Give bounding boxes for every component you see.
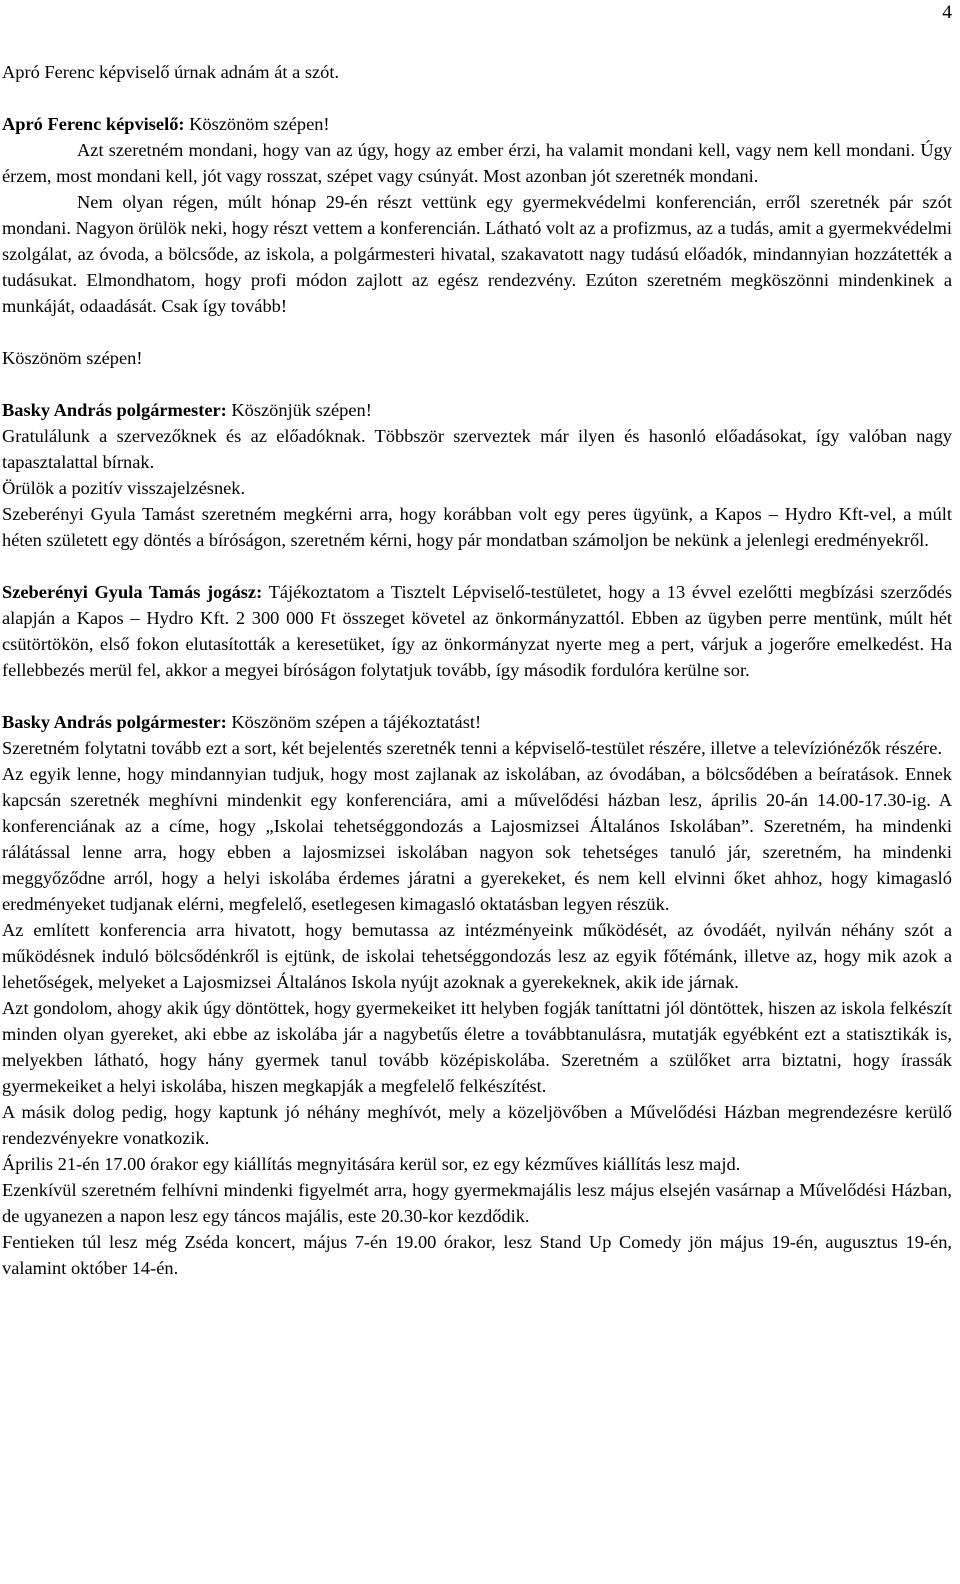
paragraph	[2, 59, 952, 85]
paragraph-text: Fentieken túl lesz még Zséda koncert, május 7-én 19.00 órakor, lesz Stand Up Comedy jön május 19-én, augusztus 19-én, valamint október 14-én.	[2, 1232, 952, 1278]
paragraph-text: Apró Ferenc képviselő úrnak adnám át a szót.	[2, 62, 340, 82]
paragraph	[2, 709, 952, 735]
paragraph	[2, 189, 952, 319]
paragraph	[2, 1229, 952, 1281]
paragraph	[2, 137, 952, 189]
paragraph-text: Köszönöm szépen!	[2, 348, 143, 368]
paragraph-text: Az említett konferencia arra hivatott, hogy bemutassa az intézményeink működését, az óvodáét, nyilván néhány szót a működésnek induló bölcsődénkről is ejtünk, de iskolai tehetséggondozás lesz az egyik főtémánk, illetve az, hogy mik azok a lehetőségek, melyeket a Lajosmizsei Általános Iskola nyújt azoknak a gyerekeknek, akik ide járnak.	[2, 920, 952, 992]
speaker-name: Basky András polgármester:	[2, 400, 227, 420]
paragraph	[2, 1151, 952, 1177]
paragraph	[2, 995, 952, 1099]
paragraph-text: Azt szeretném mondani, hogy van az úgy, hogy az ember érzi, ha valamit mondani kell, vagy nem kell mondani. Úgy érzem, most mondani kell, jót vagy rosszat, szépet vagy csúnyát. Most azonban jót szeretnék mondani.	[2, 140, 952, 186]
paragraph-text: Köszönöm szépen!	[184, 114, 330, 134]
paragraph	[2, 111, 952, 137]
paragraph	[2, 397, 952, 423]
paragraph-text: Köszönöm szépen a tájékoztatást!	[226, 712, 482, 732]
paragraph	[2, 1099, 952, 1151]
paragraph-text: Nem olyan régen, múlt hónap 29-én részt vettünk egy gyermekvédelmi konferencián, erről szeretnék pár szót mondani. Nagyon örülök neki, hogy részt vettem a konferencián. Látható volt az a profizmus, az a tudás, amit a gyermekvédelmi szolgálat, az óvoda, a bölcsőde, az iskola, a polgármesteri hivatal, szakavatott nagy tudású előadók, mindannyian hozzátették a tudásukat. Elmondhatom, hogy profi módon zajlott az egész rendezvény. Ezúton szeretném megköszönni mindenkinek a munkáját, odaadását. Csak így tovább!	[2, 192, 952, 316]
paragraph	[2, 345, 952, 371]
paragraph-text: Tájékoztatom a Tisztelt Lépviselő-testületet, hogy a 13 évvel ezelőtti megbízási szerződés alapján a Kapos – Hydro Kft. 2 300 000 Ft összeget követel az önkormányzattól. Ebben az ügyben perre mentünk, múlt hét csütörtökön, első fokon elutasították a keresetüket, így az önkormányzat nyerte meg a pert, várjuk a jogerőre emelkedést. Ha fellebbezés merül fel, akkor a megyei bíróságon folytatjuk tovább, így második fordulóra kerülne sor.	[2, 582, 952, 680]
paragraph-text: Örülök a pozitív visszajelzésnek.	[2, 478, 246, 498]
document-body	[2, 59, 952, 1281]
paragraph-text: Szeretném folytatni tovább ezt a sort, két bejelentés szeretnék tenni a képviselő-testület részére, illetve a televíziónézők részére.	[2, 738, 943, 758]
paragraph	[2, 579, 952, 683]
paragraph-text: Az egyik lenne, hogy mindannyian tudjuk, hogy most zajlanak az iskolában, az óvodában, a bölcsődében a beíratások. Ennek kapcsán szeretnék meghívni mindenkit egy konferenciára, ami a művelődési házban lesz, április 20-án 14.00-17.30-ig. A konferenciának az a címe, hogy „Iskolai tehetséggondozás a Lajosmizsei Általános Iskolában”. Szeretném, ha mindenki rálátással lenne arra, hogy ebben a lajosmizsei iskolában nagyon sok tehetséges tanuló jár, szeretném, ha mindenki meggyőződne arról, hogy a helyi iskolába érdemes járatni a gyerekeket, és nem kell elvinni őket ahhoz, hogy kimagasló eredményeket tudjanak elérni, megfelelő, esetlegesen kimagasló oktatásban legyen részük.	[2, 764, 952, 914]
paragraph	[2, 761, 952, 917]
paragraph-text: Köszönjük szépen!	[226, 400, 372, 420]
paragraph-text: A másik dolog pedig, hogy kaptunk jó néhány meghívót, mely a közeljövőben a Művelődési Házban megrendezésre kerülő rendezvényekre vonatkozik.	[2, 1102, 952, 1148]
paragraph	[2, 1177, 952, 1229]
paragraph-text: Gratulálunk a szervezőknek és az előadóknak. Többször szerveztek már ilyen és hasonló előadásokat, így valóban nagy tapasztalattal bírnak.	[2, 426, 952, 472]
page-number: 4	[942, 2, 952, 23]
speaker-name: Apró Ferenc képviselő:	[2, 114, 185, 134]
paragraph	[2, 423, 952, 475]
paragraph	[2, 735, 952, 761]
paragraph	[2, 501, 952, 553]
speaker-name: Szeberényi Gyula Tamás jogász:	[2, 582, 263, 602]
paragraph-text: Szeberényi Gyula Tamást szeretném megkérni arra, hogy korábban volt egy peres ügyünk, a Kapos – Hydro Kft-vel, a múlt héten született egy döntés a bíróságon, szeretném kérni, hogy pár mondatban számoljon be nekünk a jelenlegi eredményekről.	[2, 504, 952, 550]
speaker-name: Basky András polgármester:	[2, 712, 227, 732]
paragraph-text: Ezenkívül szeretném felhívni mindenki figyelmét arra, hogy gyermekmajális lesz május elsején vasárnap a Művelődési Házban, de ugyanezen a napon lesz egy táncos majális, este 20.30-kor kezdődik.	[2, 1180, 952, 1226]
paragraph	[2, 917, 952, 995]
paragraph-text: Április 21-én 17.00 órakor egy kiállítás megnyitására kerül sor, ez egy kézműves kiállítás lesz majd.	[2, 1154, 741, 1174]
paragraph-text: Azt gondolom, ahogy akik úgy döntöttek, hogy gyermekeiket itt helyben fogják taníttatni jól döntöttek, hiszen az iskola felkészít minden olyan gyereket, aki ebbe az iskolába jár a nagybetűs életre a továbbtanulásra, mutatják egyébként ezt a statisztikák is, melyekben látható, hogy hány gyermek tanul tovább középiskolába. Szeretném a szülőket arra biztatni, hogy írassák gyermekeiket a helyi iskolába, hiszen megkapják a megfelelő felkészítést.	[2, 998, 952, 1096]
paragraph	[2, 475, 952, 501]
